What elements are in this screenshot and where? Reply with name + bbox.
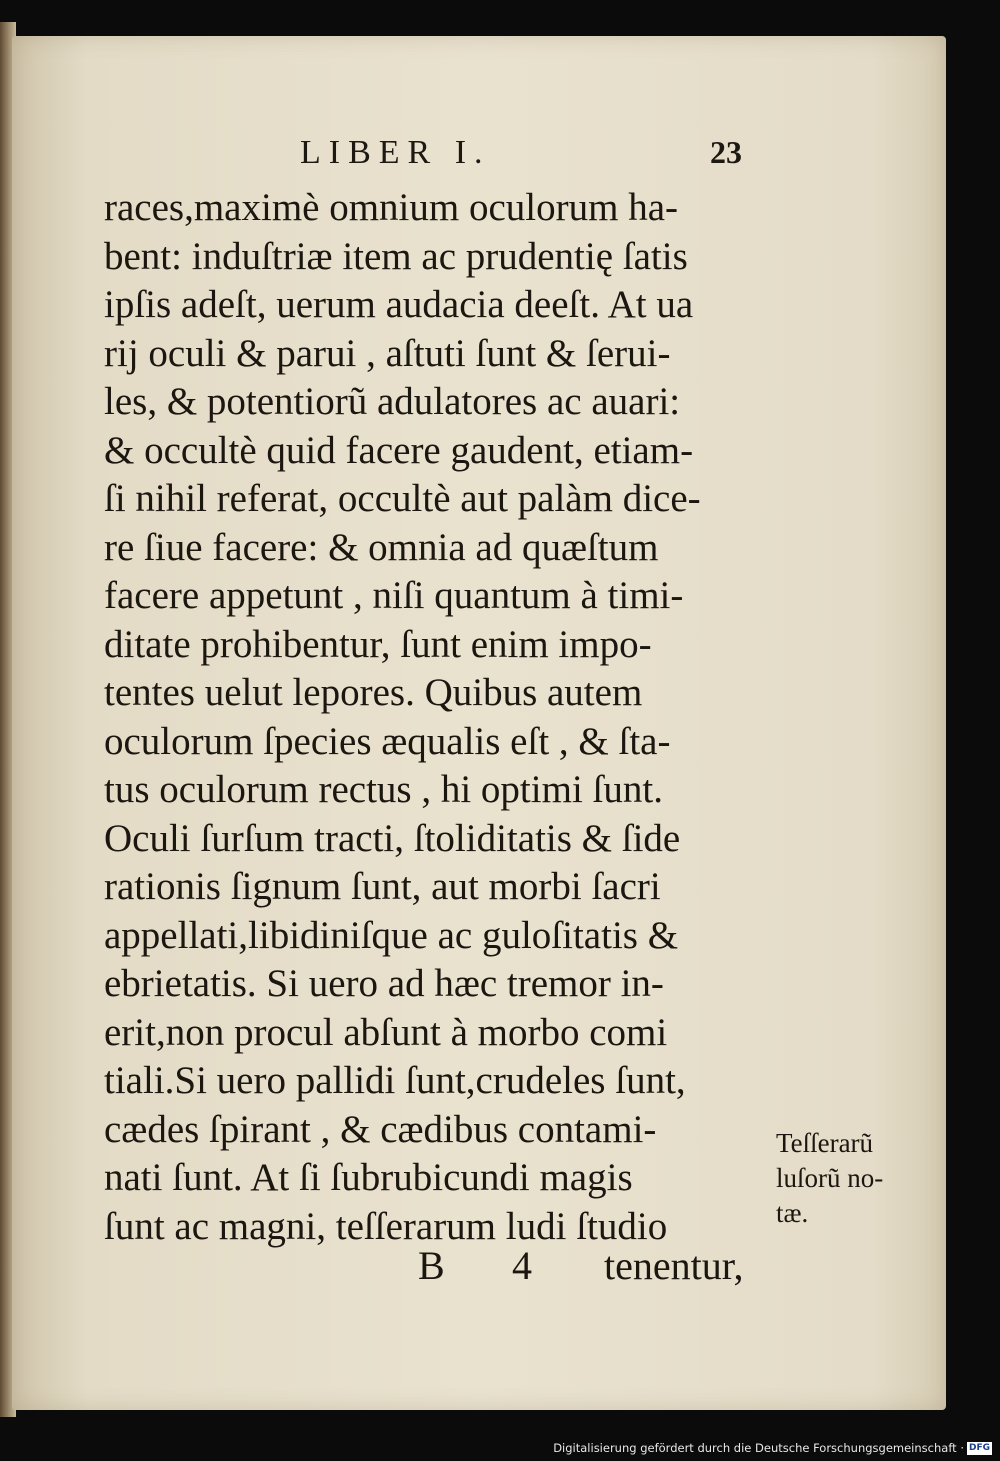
dfg-logo-icon: DFG: [968, 1442, 990, 1453]
text-line: bent: induſtriæ item ac prudentię ſatis: [104, 234, 688, 278]
text-line: appellati,libidiniſque ac guloſitatis &: [104, 913, 679, 957]
text-line: Oculi ſurſum tracti, ſtoliditatis & ſide: [104, 816, 681, 860]
signature-line: [0, 1242, 1000, 1292]
page-number: 23: [710, 134, 742, 170]
text-line: re ſiue facere: & omnia ad quæſtum: [104, 525, 659, 569]
digitization-footer: [553, 1438, 992, 1458]
marginal-note-line: tæ.: [776, 1198, 809, 1228]
text-line: rationis ſignum ſunt, aut morbi ſacri: [104, 865, 661, 908]
running-title: LIBER I.: [300, 134, 491, 171]
text-line: ditate prohibentur, ſunt enim impo-: [104, 622, 652, 666]
text-line: facere appetunt , niſi quantum à timi-: [104, 574, 684, 617]
text-line: ipſis adeſt, uerum audacia deeſt. At ua: [104, 283, 694, 326]
marginal-note-line: luſorũ no-: [776, 1163, 884, 1193]
text-line: ſi nihil referat, occultè aut palàm dice-: [104, 477, 701, 520]
text-line: & occultè quid facere gaudent, etiam-: [104, 428, 694, 472]
text-line: rij oculi & parui , aſtuti ſunt & ſerui-: [104, 331, 671, 375]
text-line: races,maximè omnium oculorum ha-: [104, 186, 678, 229]
text-line: nati ſunt. At ſi ſubrubicundi magis: [104, 1156, 633, 1199]
body-text: [104, 184, 764, 1251]
text-line: les, & potentiorũ adulatores ac auari:: [104, 380, 681, 423]
text-line: cædes ſpirant , & cædibus contami-: [104, 1107, 657, 1151]
text-line: oculorum ſpecies æqualis eſt , & ſta-: [104, 719, 671, 763]
text-line: ſunt ac magni, teſſerarum ludi ſtudio: [104, 1204, 668, 1248]
catchword: tenentur,: [604, 1243, 744, 1288]
text-line: erit,non procul abſunt à morbo comi: [104, 1010, 668, 1054]
marginal-note-line: Teſſerarũ: [776, 1128, 874, 1158]
signature-mark: B: [418, 1243, 445, 1288]
text-line: tentes uelut lepores. Quibus autem: [104, 671, 643, 714]
footer-credit: Digitalisierung gefördert durch die Deutsche Forschungsgemeinschaft ·: [553, 1441, 964, 1455]
text-line: tiali.Si uero pallidi ſunt,crudeles ſunt,: [104, 1059, 686, 1102]
text-line: tus oculorum rectus , hi optimi ſunt.: [104, 768, 663, 811]
show-through-text: [850, 1000, 940, 1040]
text-line: ebrietatis. Si uero ad hæc tremor in-: [104, 962, 664, 1005]
signature-number: 4: [512, 1243, 532, 1288]
marginal-note: [776, 1126, 936, 1231]
